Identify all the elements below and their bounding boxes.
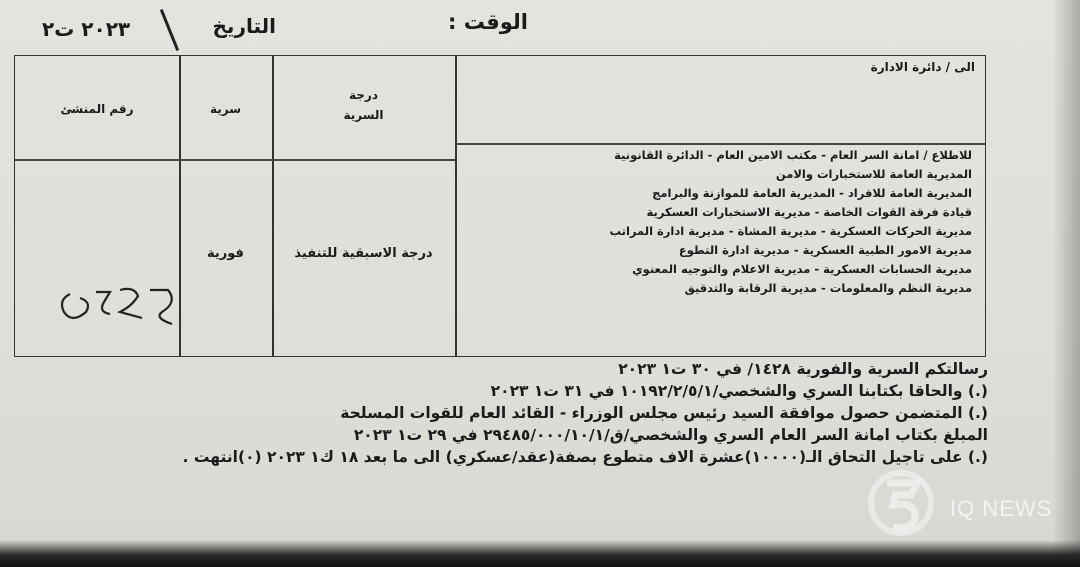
distribution-line: مديرية النظم والمعلومات - مديرية الرقابة والتدقيق: [684, 281, 972, 295]
time-label: الوقت :: [448, 10, 528, 34]
photo-edge-shadow: [1052, 0, 1080, 567]
body-line: (.) المتضمن حصول موافقة السيد رئيس مجلس الوزراء - القائد العام للقوات المسلحة: [340, 404, 988, 422]
confidentiality-header: سرية: [209, 102, 242, 116]
body-line: رسالتكم السرية والفورية ١٤٢٨/ في ٣٠ ت١ ٢٠٢٣: [618, 360, 988, 378]
table-divider: [455, 143, 985, 145]
distribution-line: مديرية الحسابات العسكرية - مديرية الاعلام والتوجيه المعنوي: [632, 262, 972, 276]
distribution-list: [452, 146, 972, 298]
confidentiality-value: فورية: [207, 246, 244, 261]
body-line: (.) على تاجيل التحاق الـ(١٠٠٠٠)عشرة الاف متطوع بصفة(عقد/عسكري) الى ما بعد ١٨ ك١ ٢٠٢٣ (٠)انتهت .: [182, 448, 988, 466]
memo-body: [28, 358, 988, 468]
body-line: (.) والحاقا بكتابنا السري والشخصي/١٠١٩٢/٢/٥/١ في ٣١ ت١ ٢٠٢٣: [490, 382, 988, 400]
distribution-line: قيادة فرقة القوات الخاصة - مديرية الاستخبارات العسكرية: [646, 205, 972, 219]
photo-bottom-shadow: [0, 540, 1080, 567]
watermark-brand: IQ NEWS: [950, 496, 1053, 521]
date-separator-slash: [160, 9, 179, 51]
secrecy-degree-header-line2: السرية: [343, 108, 384, 122]
body-line: المبلغ بكتاب امانة السر العام السري والشخصي/ق/٢٩٤٨٥/٠٠٠/١٠/١ في ٢٩ ت١ ٢٠٢٣: [353, 426, 988, 444]
distribution-line: مديرية الحركات العسكرية - مديرية المشاة - مديرية ادارة المراتب: [609, 224, 972, 238]
table-divider: [15, 159, 455, 161]
distribution-line: المديرية العامة للاستخبارات والامن: [775, 167, 972, 181]
date-label: التاريخ: [212, 14, 276, 38]
handwritten-serial-number: [50, 272, 188, 332]
distribution-line: للاطلاع / امانة السر العام - مكتب الامين العام - الدائرة القانونية: [614, 148, 972, 162]
serial-number-header: رقم المنشئ: [60, 102, 134, 116]
recipient-label: الى / دائرة الادارة: [870, 60, 975, 74]
distribution-line: المديرية العامة للافراد - المديرية العامة للموازنة والبرامج: [652, 186, 972, 200]
priority-value: درجة الاسبقية للتنفيذ: [294, 246, 433, 261]
secrecy-degree-header-line1: درجة: [349, 88, 378, 102]
date-value: ٢٠٢٣ ت٢: [42, 17, 131, 41]
distribution-line: مديرية الامور الطبية العسكرية - مديرية ادارة التطوع: [678, 243, 972, 257]
